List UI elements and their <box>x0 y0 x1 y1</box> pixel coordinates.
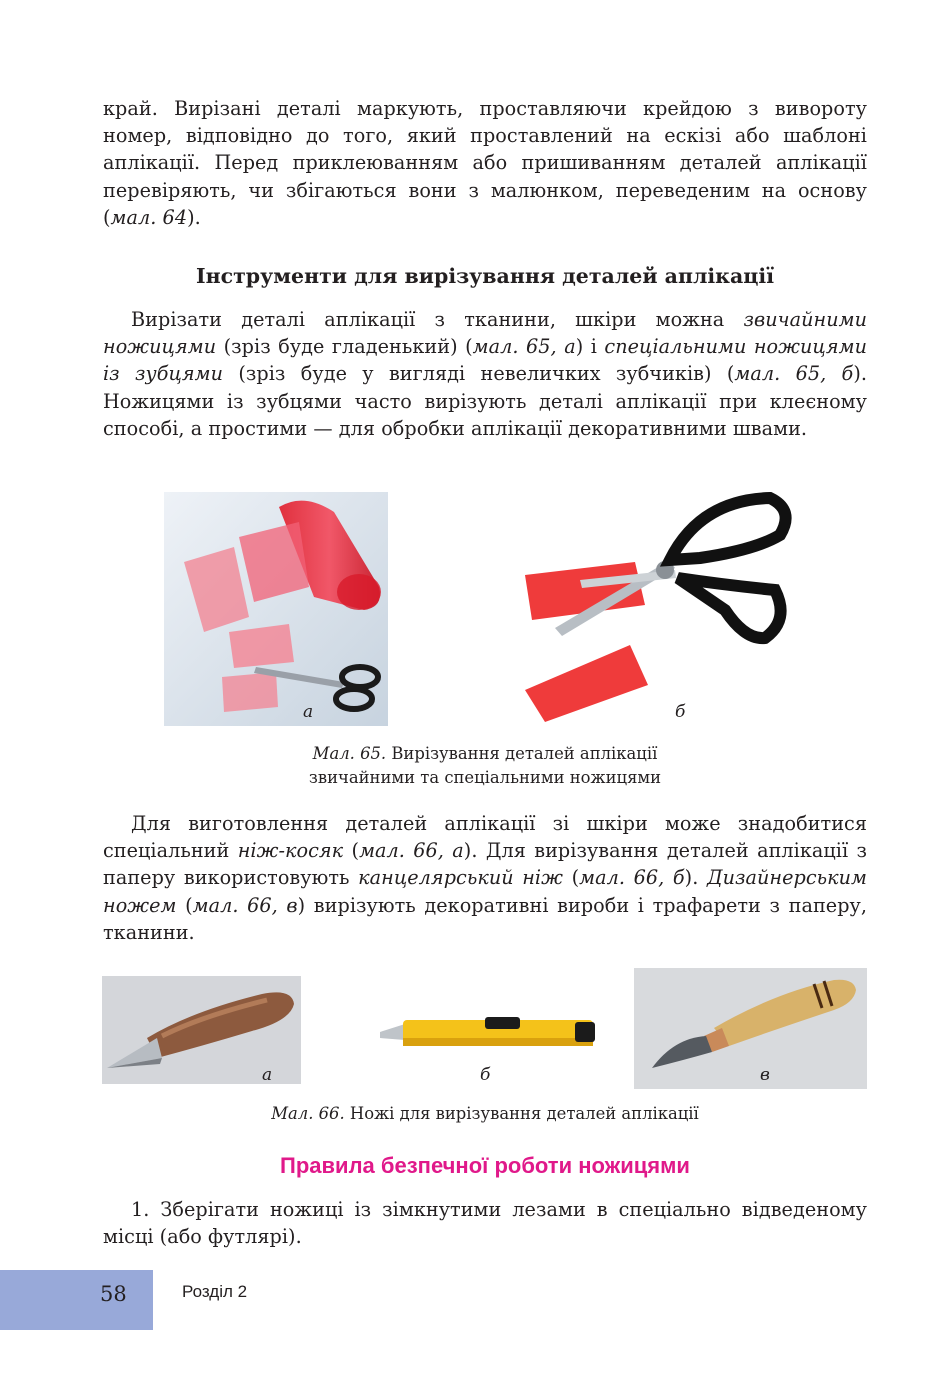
p2-s2: ( <box>343 839 360 863</box>
rules-title: Правила безпечної роботи ножицями <box>280 1153 690 1178</box>
rule-1: 1. Зберігати ножиці із зімкнутими лезами в спеціально відведеному місці (або футлярі). <box>103 1198 867 1249</box>
fig66c-photo <box>634 968 867 1089</box>
intro-ref: мал. 64 <box>110 205 188 229</box>
p1-s4: (зріз буде у вигляді невеличких зубчиків) ( <box>223 362 735 386</box>
fig66-caption <box>103 1102 867 1126</box>
p2-e2: мал. 66, а <box>359 839 464 863</box>
fig65a-photo <box>164 492 388 726</box>
p1-s5: ). Ножицями із зубцями часто вирізують деталі аплікації при клеєному способі, а простими — для обробки аплікації декоративними швами. <box>103 362 868 440</box>
p2-s5: ). <box>684 866 707 890</box>
fig66b-photo <box>375 1010 600 1058</box>
p2-e6: мал. 66, в <box>192 893 298 917</box>
p2-s6: ( <box>176 893 193 917</box>
intro-tail: ). <box>187 205 201 229</box>
p1-e1: звичайними ножицями <box>103 308 867 359</box>
section-title: Інструменти для вирізування деталей аплікації <box>196 264 774 288</box>
fig65-caption-ref: Мал. 65. <box>312 744 387 763</box>
intro-text: край. Вирізані деталі маркують, проставляючи крейдою з вивороту номер, відповідно до того, який проставлений на ескізі або шаблоні аплікації. Перед приклеюванням або пришиванням деталей аплікації перевіряють, чи збігаються вони з малюнком, переведеним на основу ( <box>103 97 867 229</box>
p2-s7: ) вирізують декоративні вироби і трафарети з паперу, тканини. <box>103 893 868 944</box>
knives-paragraph <box>103 810 867 946</box>
p2-s1: Для виготовлення деталей аплікації зі шкіри може знадобитися спеціальний <box>103 812 867 863</box>
fig65a-label: а <box>303 702 314 722</box>
p1-s3: ) і <box>575 335 605 359</box>
fig66-caption-ref: Мал. 66. <box>271 1104 345 1123</box>
fig65b-photo <box>510 490 800 726</box>
chapter-label: Розділ 2 <box>182 1282 248 1301</box>
fig65-caption-line1 <box>103 742 867 766</box>
p2-e4: мал. 66, б <box>579 866 685 890</box>
p1-e3: спеціальними ножицями із зубцями <box>103 335 867 386</box>
fig66c-label: в <box>760 1065 770 1085</box>
p2-e5: Дизайнерським ножем <box>103 866 868 917</box>
p1-e2: мал. 65, а <box>472 335 576 359</box>
fig66-caption-text: Ножі для вирізування деталей аплікації <box>349 1104 699 1123</box>
fig66b-label: б <box>480 1065 491 1085</box>
fig65-caption-text1: Вирізування деталей аплікації <box>391 744 658 763</box>
p2-e3: канцелярський ніж <box>358 866 563 890</box>
fig65-caption-line2: звичайними та спеціальними ножицями <box>308 768 662 787</box>
p2-s3: ). Для вирізування деталей аплікації з паперу використовують <box>103 839 867 890</box>
footer-page-box <box>0 1270 153 1330</box>
fig66a-label: а <box>262 1065 273 1085</box>
p1-s2: (зріз буде гладенький) ( <box>216 335 473 359</box>
p2-e1: ніж-косяк <box>237 839 344 863</box>
scissors-paragraph <box>103 306 867 442</box>
fig65-caption <box>103 742 867 790</box>
p1-e4: мал. 65, б <box>734 362 854 386</box>
p2-s4: ( <box>562 866 580 890</box>
p1-s1: Вирізати деталі аплікації з тканини, шкіри можна <box>131 308 744 331</box>
page-number: 58 <box>100 1282 127 1306</box>
intro-paragraph <box>103 95 867 231</box>
fig65b-label: б <box>675 702 686 722</box>
